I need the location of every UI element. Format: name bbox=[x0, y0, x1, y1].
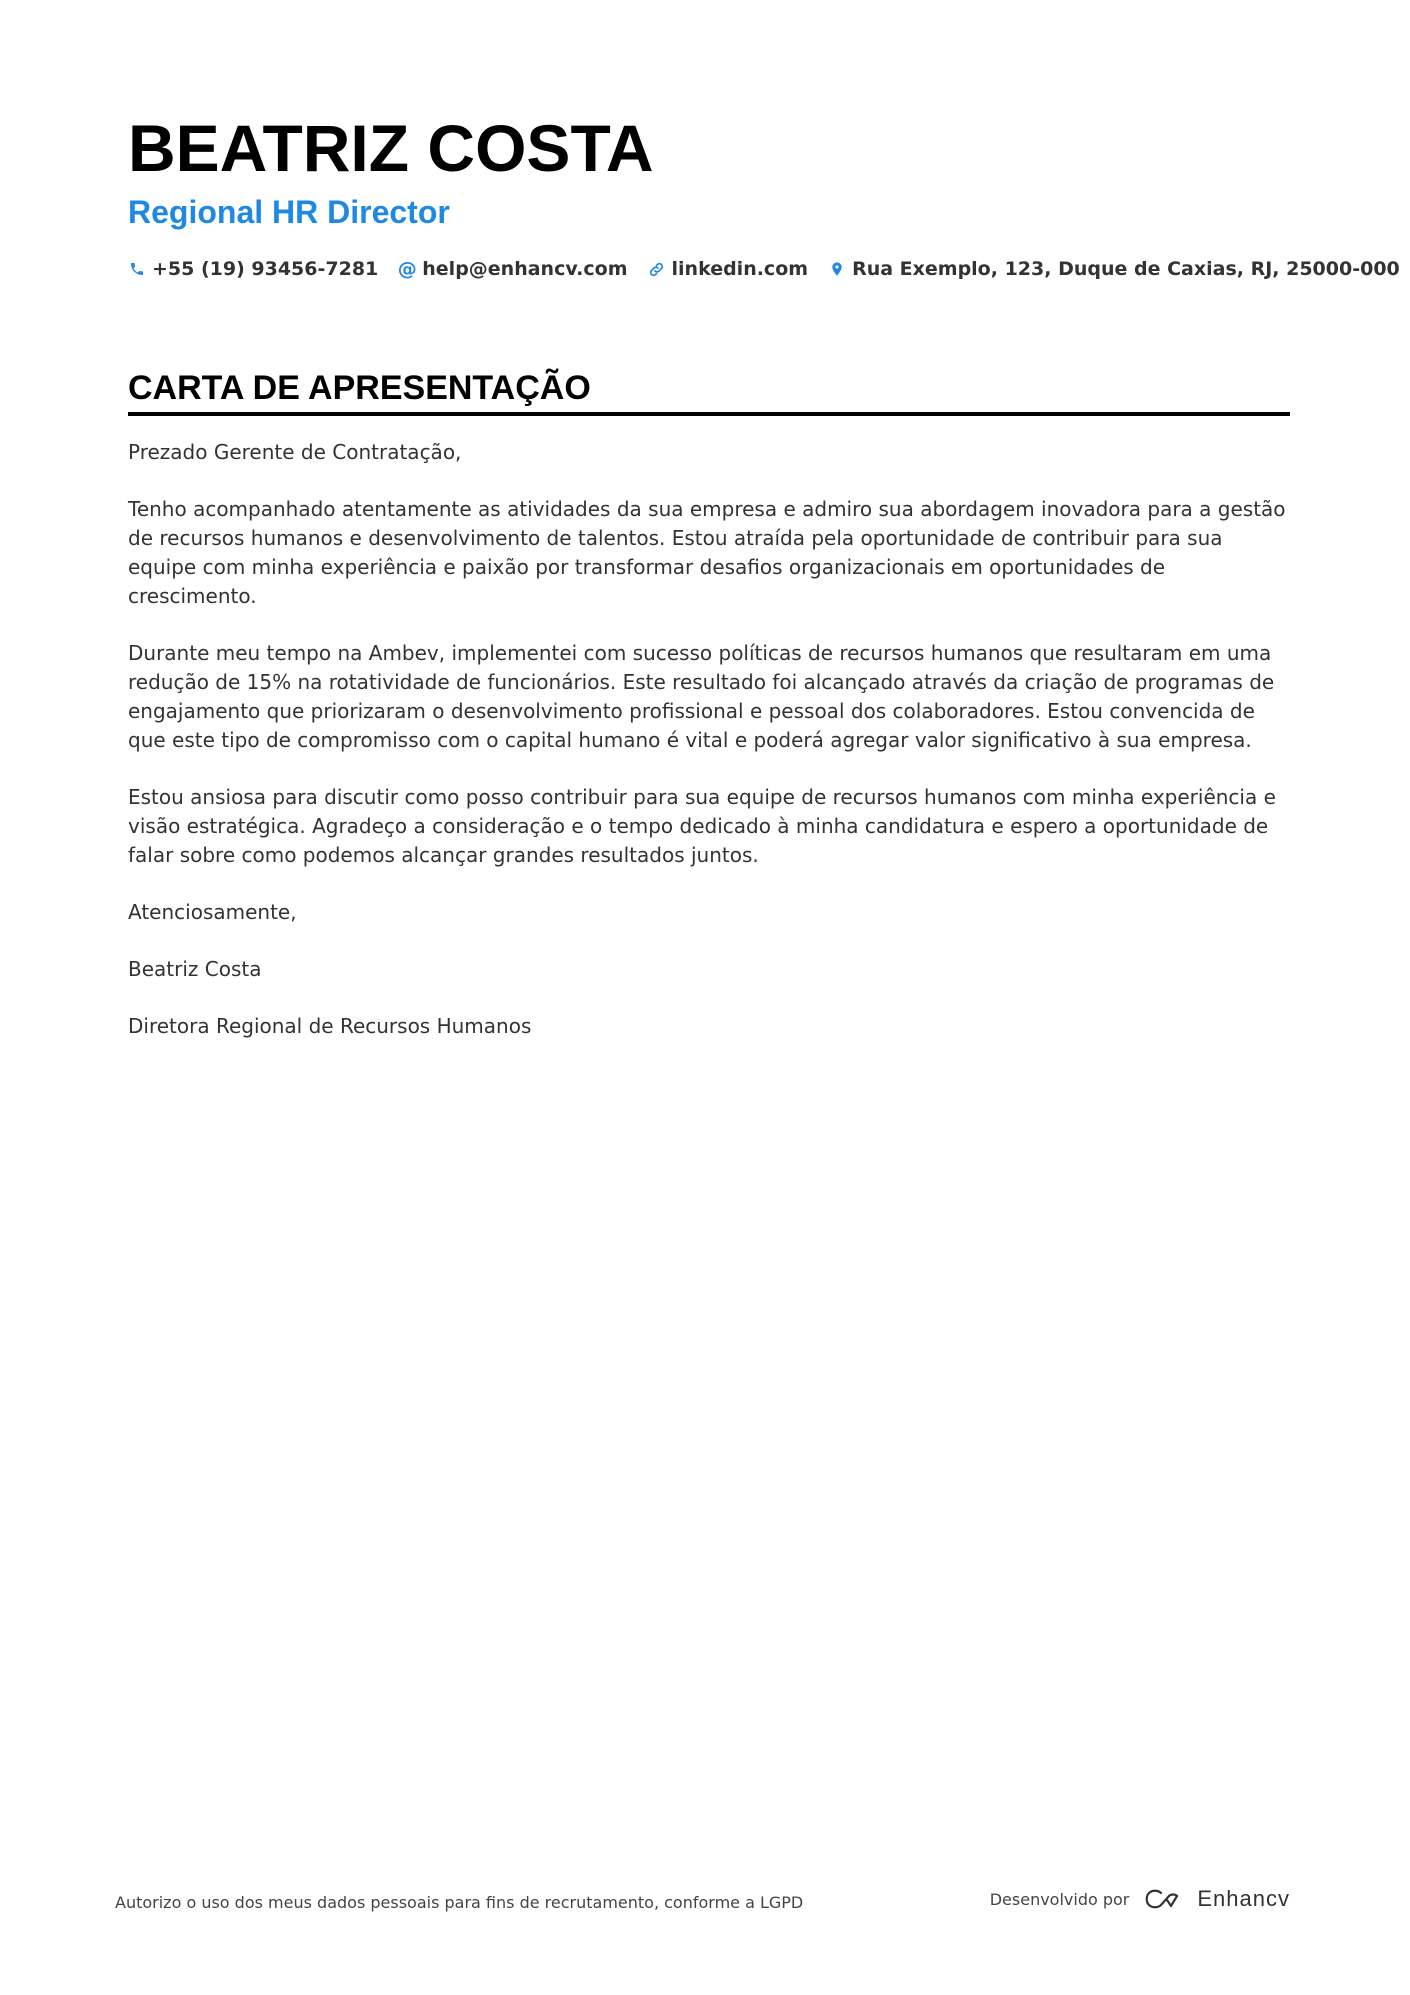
link-icon bbox=[648, 260, 666, 278]
brand-name: Enhancv bbox=[1197, 1886, 1290, 1911]
candidate-role: Regional HR Director bbox=[128, 194, 450, 230]
consent-note: Autorizo o uso dos meus dados pessoais para fins de recrutamento, conforme a LGPD bbox=[115, 1893, 804, 1912]
brand-logo bbox=[1141, 1886, 1290, 1912]
phone-icon bbox=[128, 260, 146, 278]
contact-linkedin bbox=[648, 258, 809, 280]
section-title: CARTA DE APRESENTAÇÃO bbox=[128, 366, 1290, 416]
contact-address bbox=[828, 258, 1400, 280]
email-text: help@enhancv.com bbox=[422, 258, 628, 280]
powered-by bbox=[990, 1886, 1290, 1912]
contact-bar bbox=[128, 258, 1400, 280]
cover-letter-section bbox=[128, 366, 1290, 1069]
at-icon: @ bbox=[397, 258, 417, 280]
header bbox=[128, 108, 1400, 280]
signature-name: Beatriz Costa bbox=[128, 957, 262, 981]
address-text: Rua Exemplo, 123, Duque de Caxias, RJ, 25000-000 bbox=[852, 258, 1400, 280]
location-pin-icon bbox=[828, 260, 846, 278]
letter-paragraph-3: Estou ansiosa para discutir como posso contribuir para sua equipe de recursos humanos com minha experiência e visão estratégica. Agradeço a consideração e o tempo dedicado à minha candidatura e espero a oportunidade de falar sobre como podemos alcançar grandes resultados juntos. bbox=[128, 785, 1276, 867]
signature-title: Diretora Regional de Recursos Humanos bbox=[128, 1014, 532, 1038]
powered-by-label: Desenvolvido por bbox=[989, 1889, 1130, 1909]
contact-email bbox=[398, 258, 627, 280]
contact-phone bbox=[128, 258, 378, 280]
letter-closing: Atenciosamente, bbox=[128, 900, 297, 924]
phone-text: +55 (19) 93456-7281 bbox=[152, 258, 379, 280]
enhancv-logo-icon bbox=[1141, 1887, 1187, 1911]
letter-body bbox=[128, 438, 1290, 1041]
letter-paragraph-1: Tenho acompanhado atentamente as atividades da sua empresa e admiro sua abordagem inovadora para a gestão de recursos humanos e desenvolvimento de talentos. Estou atraída pela oportunidade de contribuir para sua equipe com minha experiência e paixão por transformar desafios organizacionais em oportunidades de crescimento. bbox=[128, 497, 1286, 608]
letter-greeting: Prezado Gerente de Contratação, bbox=[128, 440, 462, 464]
candidate-name: BEATRIZ COSTA bbox=[128, 111, 654, 185]
letter-paragraph-2: Durante meu tempo na Ambev, implementei com sucesso políticas de recursos humanos que resultaram em uma redução de 15% na rotatividade de funcionários. Este resultado foi alcançado através da criação de programas de engajamento que priorizaram o desenvolvimento profissional e pessoal dos colaboradores. Estou convencida de que este tipo de compromisso com o capital humano é vital e poderá agregar valor significativo à sua empresa. bbox=[128, 641, 1275, 752]
linkedin-text: linkedin.com bbox=[671, 258, 809, 280]
